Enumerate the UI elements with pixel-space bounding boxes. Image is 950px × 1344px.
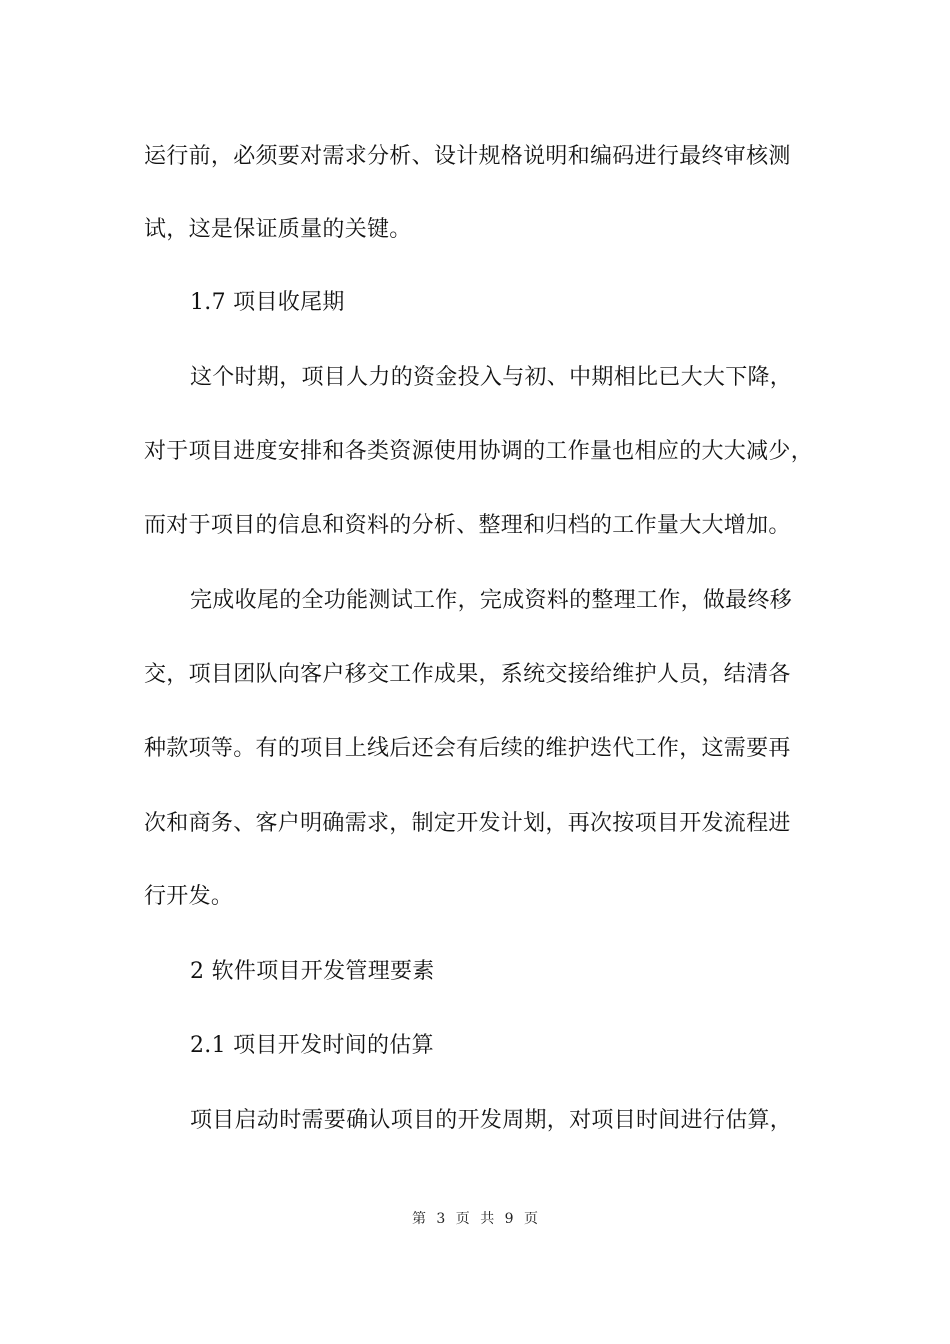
footer-page-word: 页: [455, 1211, 470, 1227]
text-line: 完成收尾的全功能测试工作，完成资料的整理工作，做最终移: [190, 588, 793, 613]
text-line: 而对于项目的信息和资料的分析、整理和归档的工作量大大增加。: [144, 513, 791, 538]
text-line: 行开发。: [144, 884, 234, 909]
text-line: 交，项目团队向客户移交工作成果，系统交接给维护人员，结清各: [144, 662, 791, 687]
text-line: 试，这是保证质量的关键。: [144, 217, 412, 242]
footer-total-pages: 9: [504, 1211, 514, 1227]
section-heading: 2 软件项目开发管理要素: [190, 959, 435, 984]
text-line: 项目启动时需要确认项目的开发周期，对项目时间进行估算，: [190, 1108, 793, 1133]
footer-total-prefix: 共: [480, 1211, 495, 1227]
footer-suffix: 页: [524, 1211, 539, 1227]
section-heading: 2.1 项目开发时间的估算: [190, 1033, 434, 1058]
section-heading: 1.7 项目收尾期: [190, 290, 345, 315]
text-line: 次和商务、客户明确需求，制定开发计划，再次按项目开发流程进: [144, 811, 791, 836]
footer-current-page: 3: [436, 1211, 446, 1227]
text-line: 对于项目进度安排和各类资源使用协调的工作量也相应的大大减少，: [144, 439, 814, 464]
page-footer: [0, 1210, 950, 1228]
text-line: 运行前，必须要对需求分析、设计规格说明和编码进行最终审核测: [144, 144, 791, 169]
text-line: 这个时期，项目人力的资金投入与初、中期相比已大大下降，: [190, 365, 793, 390]
text-line: 种款项等。有的项目上线后还会有后续的维护迭代工作，这需要再: [144, 736, 791, 761]
footer-prefix: 第: [411, 1211, 426, 1227]
